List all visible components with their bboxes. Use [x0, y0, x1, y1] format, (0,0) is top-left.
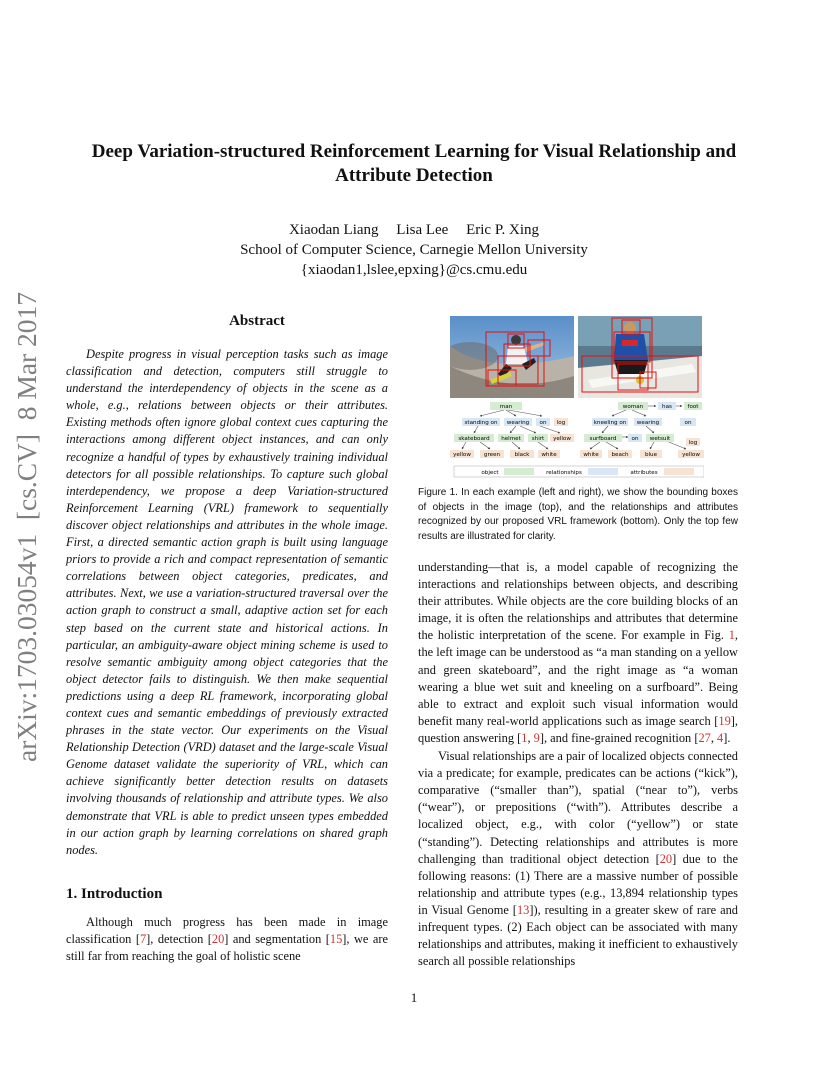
author-name: Xiaodan Liang	[288, 222, 379, 238]
citation-link[interactable]: 15	[329, 932, 343, 947]
graph-relationship: wearing	[506, 420, 530, 426]
graph-attribute: white	[541, 452, 557, 458]
legend-relationships-label: relationships	[546, 470, 582, 476]
text-run: Although much progress has been made in image classification [	[66, 915, 388, 947]
graph-relationship: has	[662, 404, 672, 410]
arxiv-stamp	[12, 288, 44, 764]
text-run: ].	[723, 730, 731, 745]
graph-attribute: blue	[644, 452, 658, 458]
text-run: ]), resulting in a greater skew of rare and infrequent types. (2) Each object can be associated with many relationships and attributes, making it inefficient to exhaustively search all possible relationships	[418, 902, 738, 969]
author-name: Lisa Lee	[396, 222, 449, 238]
text-run: ,	[710, 730, 718, 745]
graph-object: skateboard	[458, 436, 490, 442]
paper-title	[60, 140, 768, 188]
graph-relationship: standing on	[464, 420, 498, 426]
text-run: ,	[527, 730, 534, 745]
legend-attributes-label: attributes	[630, 470, 658, 476]
citation-link[interactable]: 27	[698, 730, 711, 745]
citation-link[interactable]: 7	[139, 932, 147, 947]
legend-object-label: object	[481, 470, 499, 476]
text-run: , the left image can be understood as “a man standing on a yellow and green skateboard”, and the right image as “a woman wearing a blue wet suit and kneeling on a surfboard”. Being able to extract and exploit such visual information would benefit many real-world applications such as image search [	[418, 628, 738, 728]
graph-relationship: on	[684, 420, 692, 426]
text-run: Visual relationships are a pair of localized objects connected via a predicate; for example, predicates can be actions (“kick”), comparative (“smaller than”), spatial (“near to”), verbs (“wear”), or prepositions (“with”). Attributes describe a localized object, e.g., with color (“yellow”) or state (“standing”). Detecting relationships and attributes is more challenging than traditional object detection [	[418, 749, 738, 866]
graph-object: shirt	[531, 436, 545, 442]
surf-photo	[578, 316, 702, 398]
title-line-2: Attribute Detection	[335, 165, 493, 186]
graph-object: foot	[687, 404, 699, 410]
author-name: Eric P. Xing	[466, 222, 540, 238]
citation-link[interactable]: 9	[533, 730, 540, 745]
figure-caption: Figure 1. In each example (left and right), we show the bounding boxes of objects in the image (top), and the relationships and attributes recognized by our proposed VRL framework (bottom). Only the top few results are illustrated for clarity.	[418, 487, 738, 542]
graph-attribute: yellow	[682, 452, 700, 458]
graph-object: surfboard	[589, 436, 617, 442]
citation-link[interactable]: 4	[717, 730, 724, 745]
graph-attribute: yellow	[453, 452, 471, 458]
abstract-text: Despite progress in visual perception tasks such as image classification and detection, computers still struggle to understand the interdependency of objects in the scene as a whole, e.g., relations between objects or their attributes. Existing methods often ignore global context cues capturing the interactions among different object instances, and can only recognize a handful of types by exhaustively training individual detectors for all possible relationships. To capture such global interdependency, we propose a deep Variation-structured Reinforcement Learning (VRL) framework to sequentially discover object relationships and attributes in the whole image. First, a directed semantic action graph is built using language priors to provide a rich and compact representation of semantic correlations between object categories, predicates, and attributes. Next, we use a variation-structured traversal over the action graph to construct a small, adaptive action set for each step based on the current state and historical actions. In particular, an ambiguity-aware object mining scheme is used to resolve semantic ambiguity among object categories that the object detector fails to distinguish. We then make sequential predictions using a deep RL framework, incorporating global context cues and semantic embeddings of previously extracted phrases in the state vector. Our experiments on the Visual Relationship Detection (VRD) dataset and the large-scale Visual Genome dataset validate the superiority of VRL, which can achieve significantly better detection results on datasets involving thousands of relationship and attribute types. We also demonstrate that VRL is able to predict unseen types embedded in our action graph by learning correlations on shared graph nodes.	[66, 347, 388, 857]
right-column	[418, 559, 738, 970]
citation-link[interactable]: 13	[516, 902, 530, 917]
graph-object: woman	[622, 404, 644, 410]
graph-relationship: wearing	[636, 420, 660, 426]
body-paragraph	[418, 559, 738, 747]
email: {xiaodan1,lslee,epxing}@cs.cmu.edu	[300, 262, 528, 278]
graph-attribute: log	[556, 420, 566, 426]
graph-relationship: kneeling on	[593, 420, 627, 426]
graph-attribute: white	[583, 452, 599, 458]
text-run: ], detection [	[146, 932, 212, 947]
body-paragraph	[418, 748, 738, 970]
title-line-1: Deep Variation-structured Reinforcement Learning for Visual Relationship and	[91, 141, 737, 162]
graph-relationship: on	[539, 420, 547, 426]
graph-attribute: yellow	[553, 436, 571, 442]
text-run: ], question answering [	[418, 713, 738, 745]
text-run: ] due to the following reasons: (1) There are a massive number of possible relationship and attribute types (e.g., 13,894 relationship types in Visual Genome [	[418, 851, 738, 917]
citation-link[interactable]: 20	[211, 932, 225, 947]
graph-object: helmet	[501, 436, 521, 442]
abstract-heading: Abstract	[229, 313, 285, 329]
graph-relationship: on	[631, 436, 639, 442]
figure-1	[450, 316, 704, 480]
text-run: ], and fine-grained recognition [	[539, 730, 699, 745]
graph-attribute: beach	[611, 452, 629, 458]
author-block	[60, 220, 768, 280]
intro-heading: 1. Introduction	[66, 886, 163, 902]
citation-link[interactable]: 20	[659, 851, 673, 866]
figure-link[interactable]: 1	[728, 628, 735, 643]
skateboard-photo	[450, 316, 574, 398]
page-number: 1	[410, 990, 418, 1005]
graph-attribute: log	[688, 440, 698, 446]
citation-link[interactable]: 1	[521, 730, 528, 745]
citation-link[interactable]: 19	[718, 713, 731, 728]
text-run: understanding—that is, a model capable of recognizing the interactions and relationships between objects, and describing their attributes. While objects are the core building blocks of an image, it is often the relationships and attributes that determine the holistic interpretation of the scene. For example in Fig.	[418, 560, 738, 643]
author-names	[60, 220, 768, 240]
relationship-graph	[450, 400, 704, 480]
arxiv-stamp-text: arXiv:1703.03054v1 [cs.CV] 8 Mar 2017	[12, 300, 42, 762]
intro-paragraph	[66, 914, 388, 965]
graph-attribute: black	[514, 452, 530, 458]
text-run: ], we are still far from reaching the goal of holistic scene	[66, 932, 388, 964]
affiliation: School of Computer Science, Carnegie Mellon University	[240, 242, 588, 258]
graph-object: wetsuit	[649, 436, 671, 442]
text-run: ] and segmentation [	[224, 932, 330, 947]
graph-attribute: green	[483, 452, 501, 458]
graph-object: man	[499, 404, 513, 410]
